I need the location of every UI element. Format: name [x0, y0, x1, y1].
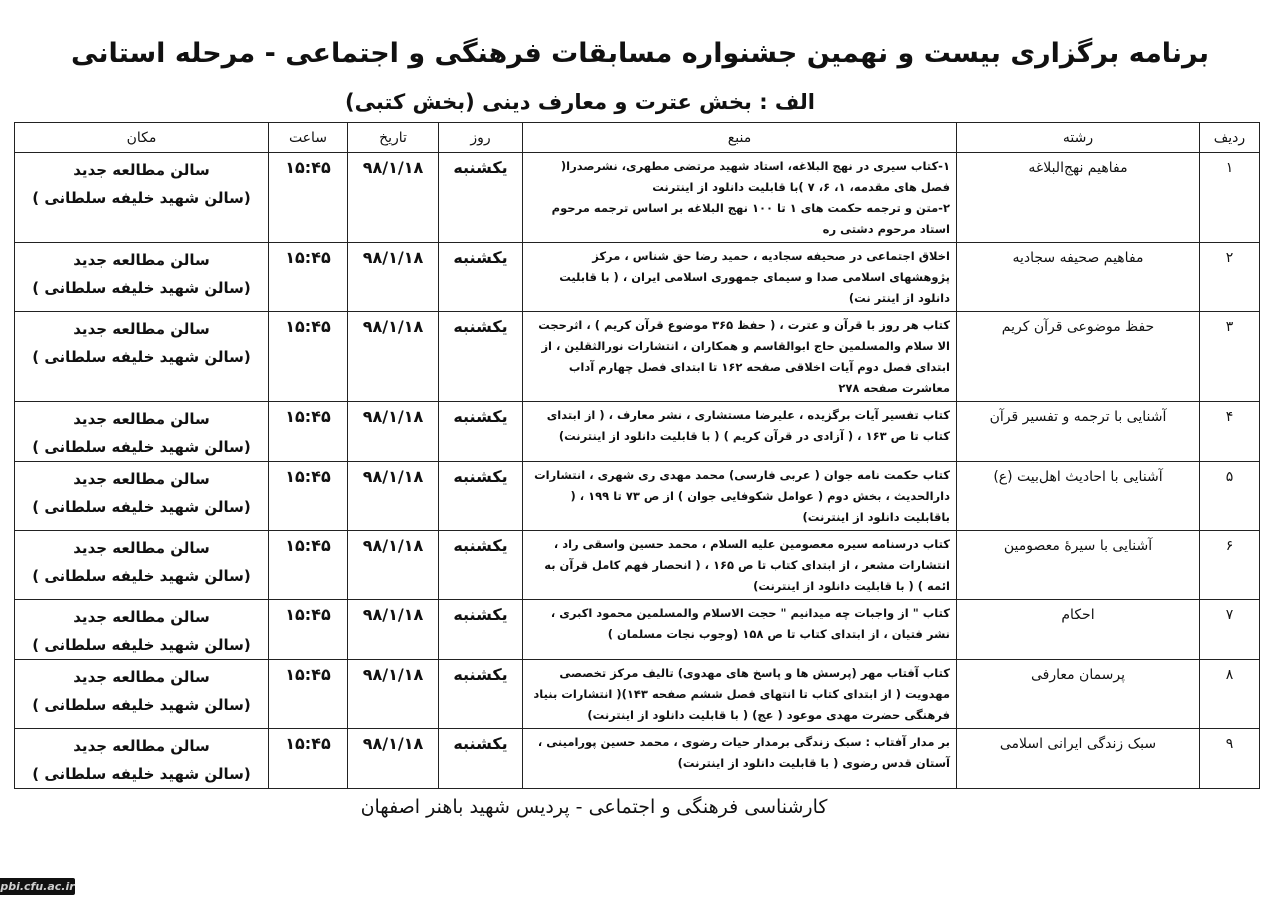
place-line-1: سالن مطالعه جدید: [73, 608, 210, 626]
table-row: [15, 243, 1260, 312]
row-source: کتاب حکمت نامه جوان ( عربی فارسی) محمد مهدی ری شهری ، انتشارات دارالحدیث ، بخش دوم ( عوامل شکوفایی جوان ) از ص ۷۳ تا ۱۹۹ ، ( باقابلیت دانلود از اینترنت): [523, 462, 957, 531]
row-date: ۹۸/۱/۱۸: [348, 243, 439, 312]
place-line-1: سالن مطالعه جدید: [73, 668, 210, 686]
row-source: کتاب تفسیر آیات برگزیده ، علیرضا مستشاری ، نشر معارف ، ( از ابتدای کتاب تا ص ۱۶۳ ، ( آزادی در قرآن کریم ) ( با قابلیت دانلود از اینترنت): [523, 402, 957, 462]
row-day: یکشنبه: [439, 660, 523, 729]
row-day: یکشنبه: [439, 531, 523, 600]
row-source: کتاب هر روز با قرآن و عترت ، ( حفظ ۳۶۵ موضوع قرآن کریم ) ، اثرحجت الا سلام والمسلمین حاج ابوالقاسم و همکاران ، انتشارات نورالثقلین ، از ابتدای فصل دوم آیات اخلاقی صفحه ۱۶۲ تا ابتدای فصل چهارم آداب معاشرت صفحه ۲۷۸: [523, 312, 957, 402]
table-row: [15, 153, 1260, 243]
row-field: پرسمان معارفی: [957, 660, 1200, 729]
row-place: [15, 531, 269, 600]
header-num: ردیف: [1200, 123, 1260, 153]
row-field: احکام: [957, 600, 1200, 660]
row-source: بر مدار آفتاب : سبک زندگی برمدار حیات رضوی ، محمد حسین پورامینی ، آستان قدس رضوی ( با قابلیت دانلود از اینترنت): [523, 729, 957, 789]
table-row: [15, 660, 1260, 729]
header-source: منبع: [523, 123, 957, 153]
row-number: ۷: [1200, 600, 1260, 660]
row-day: یکشنبه: [439, 312, 523, 402]
row-number: ۱: [1200, 153, 1260, 243]
row-time: ۱۵:۴۵: [269, 729, 348, 789]
row-date: ۹۸/۱/۱۸: [348, 312, 439, 402]
row-place: [15, 660, 269, 729]
header-place: مکان: [15, 123, 269, 153]
row-field: حفظ موضوعی قرآن کریم: [957, 312, 1200, 402]
place-line-2: (سالن شهید خلیفه سلطانی ): [32, 438, 251, 456]
place-line-1: سالن مطالعه جدید: [73, 539, 210, 557]
place-line-1: سالن مطالعه جدید: [73, 320, 210, 338]
row-day: یکشنبه: [439, 402, 523, 462]
row-field: مفاهیم صحیفه سجادیه: [957, 243, 1200, 312]
row-day: یکشنبه: [439, 729, 523, 789]
row-number: ۵: [1200, 462, 1260, 531]
row-number: ۸: [1200, 660, 1260, 729]
place-line-2: (سالن شهید خلیفه سلطانی ): [32, 696, 251, 714]
row-source: اخلاق اجتماعی در صحیفه سجادیه ، حمید رضا حق شناس ، مرکز پژوهشهای اسلامی صدا و سیمای جمهوری اسلامی ایران ، ( با قابلیت دانلود از اینتر نت): [523, 243, 957, 312]
row-field: مفاهیم نهج‌البلاغه: [957, 153, 1200, 243]
place-line-2: (سالن شهید خلیفه سلطانی ): [32, 636, 251, 654]
row-field: آشنایی با سیرهٔ معصومین: [957, 531, 1200, 600]
footer-text: کارشناسی فرهنگی و اجتماعی - پردیس شهید باهنر اصفهان: [360, 796, 828, 818]
row-time: ۱۵:۴۵: [269, 243, 348, 312]
row-date: ۹۸/۱/۱۸: [348, 660, 439, 729]
header-date: تاریخ: [348, 123, 439, 153]
row-date: ۹۸/۱/۱۸: [348, 600, 439, 660]
site-watermark: pbi.cfu.ac.ir: [0, 880, 75, 893]
table-row: [15, 402, 1260, 462]
table-header-row: [15, 123, 1260, 153]
schedule-table: [14, 122, 1260, 789]
row-field: آشنایی با احادیث اهل‌بیت (ع): [957, 462, 1200, 531]
row-day: یکشنبه: [439, 600, 523, 660]
place-line-1: سالن مطالعه جدید: [73, 470, 210, 488]
table-row: [15, 312, 1260, 402]
place-line-2: (سالن شهید خلیفه سلطانی ): [32, 498, 251, 516]
row-time: ۱۵:۴۵: [269, 402, 348, 462]
table-row: [15, 531, 1260, 600]
row-time: ۱۵:۴۵: [269, 153, 348, 243]
row-time: ۱۵:۴۵: [269, 312, 348, 402]
header-day: روز: [439, 123, 523, 153]
row-source: کتاب " از واجبات چه میدانیم " حجت الاسلام والمسلمین محمود اکبری ، نشر فتیان ، از ابتدای کتاب تا ص ۱۵۸ (وجوب نجات مسلمان ): [523, 600, 957, 660]
row-place: [15, 600, 269, 660]
row-date: ۹۸/۱/۱۸: [348, 402, 439, 462]
row-date: ۹۸/۱/۱۸: [348, 531, 439, 600]
place-line-1: سالن مطالعه جدید: [73, 251, 210, 269]
place-line-2: (سالن شهید خلیفه سلطانی ): [32, 189, 251, 207]
row-time: ۱۵:۴۵: [269, 600, 348, 660]
section-subtitle: الف : بخش عترت و معارف دینی (بخش کتبی): [344, 90, 815, 114]
place-line-2: (سالن شهید خلیفه سلطانی ): [32, 765, 251, 783]
row-date: ۹۸/۱/۱۸: [348, 729, 439, 789]
place-line-2: (سالن شهید خلیفه سلطانی ): [32, 279, 251, 297]
place-line-1: سالن مطالعه جدید: [73, 410, 210, 428]
row-field: سبک زندگی ایرانی اسلامی: [957, 729, 1200, 789]
row-number: ۲: [1200, 243, 1260, 312]
place-line-2: (سالن شهید خلیفه سلطانی ): [32, 348, 251, 366]
row-place: [15, 402, 269, 462]
row-day: یکشنبه: [439, 462, 523, 531]
table-row: [15, 462, 1260, 531]
place-line-1: سالن مطالعه جدید: [73, 161, 210, 179]
header-time: ساعت: [269, 123, 348, 153]
place-line-2: (سالن شهید خلیفه سلطانی ): [32, 567, 251, 585]
header-field: رشته: [957, 123, 1200, 153]
row-place: [15, 243, 269, 312]
row-day: یکشنبه: [439, 243, 523, 312]
place-line-1: سالن مطالعه جدید: [73, 737, 210, 755]
row-source: کتاب آفتاب مهر (پرسش ها و پاسخ های مهدوی) تالیف مرکز تخصصی مهدویت ( از ابتدای کتاب تا انتهای فصل ششم صفحه ۱۴۳)( انتشارات بنیاد فرهنگی حضرت مهدی موعود ( عج) ( با قابلیت دانلود از اینترنت): [523, 660, 957, 729]
row-place: [15, 153, 269, 243]
row-number: ۹: [1200, 729, 1260, 789]
row-time: ۱۵:۴۵: [269, 531, 348, 600]
row-field: آشنایی با ترجمه و تفسیر قرآن: [957, 402, 1200, 462]
row-place: [15, 462, 269, 531]
row-number: ۶: [1200, 531, 1260, 600]
row-day: یکشنبه: [439, 153, 523, 243]
row-number: ۳: [1200, 312, 1260, 402]
table-row: [15, 600, 1260, 660]
row-source: کتاب درسنامه سیره معصومین علیه السلام ، محمد حسین واسقی راد ، انتشارات مشعر ، از ابتدای کتاب تا ص ۱۶۵ ، ( انحصار فهم کامل قرآن به ائمه ) ( با قابلیت دانلود از اینترنت): [523, 531, 957, 600]
page-title: برنامه برگزاری بیست و نهمین جشنواره مسابقات فرهنگی و اجتماعی - مرحله استانی: [71, 38, 1209, 69]
table-row: [15, 729, 1260, 789]
row-date: ۹۸/۱/۱۸: [348, 462, 439, 531]
row-place: [15, 729, 269, 789]
row-time: ۱۵:۴۵: [269, 660, 348, 729]
row-date: ۹۸/۱/۱۸: [348, 153, 439, 243]
row-number: ۴: [1200, 402, 1260, 462]
row-source: ۱-کتاب سیری در نهج البلاغه، استاد شهید مرتضی مطهری، نشرصدرا( فصل های مقدمه، ۱، ۶، ۷ )با قابلیت دانلود از اینترنت ۲-متن و ترجمه حکمت های ۱ تا ۱۰۰ نهج البلاغه بر اساس ترجمه مرحوم استاد مرحوم دشتی ره: [523, 153, 957, 243]
row-place: [15, 312, 269, 402]
row-time: ۱۵:۴۵: [269, 462, 348, 531]
